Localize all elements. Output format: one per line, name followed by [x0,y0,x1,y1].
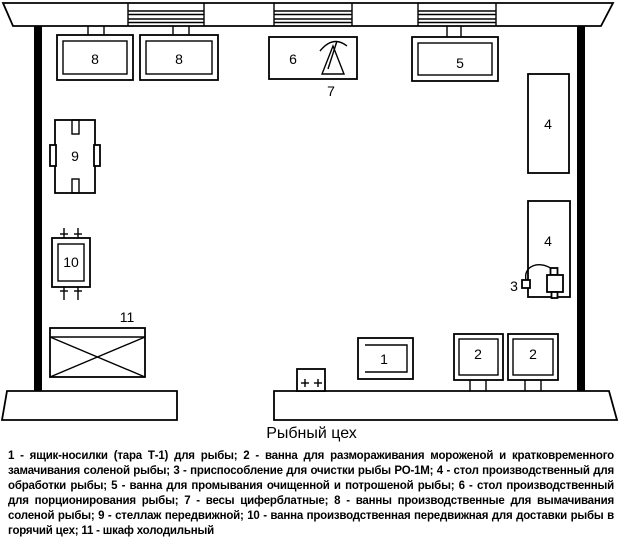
equipment-label: 3 [510,278,518,294]
legend: 1 - ящик-носилки (тара Т-1) для рыбы; 2 - ванна для размораживания мороженой и кратковременного замачивания соленой рыбы; 3 - приспособление для очистки рыбы РО-1М; 4 - стол производственный для обработки рыбы; 5 - ванна для промывания очищенной и потрошеной рыбы; 6 - стол производственный для порционирования рыбы; 7 - весы циферблатные; 8 - ванны производственные для вымачивания соленой рыбы; 9 - стеллаж передвижной; 10 - ванна производственная передвижная для доставки рыбы в горячий цех; 11 - шкаф холодильный [8,450,614,537]
bath-5 [412,26,498,81]
equipment-label: 2 [529,346,537,362]
bottom-left-wall [2,391,177,420]
equipment-label: 2 [474,346,482,362]
mobile-bath-10 [52,228,90,300]
equipment-label: 7 [327,83,335,99]
left-wall [34,26,42,391]
equipment-label: 6 [289,51,297,67]
sink-unit [297,369,325,391]
equipment-label: 8 [175,51,183,67]
stretcher-box-1 [358,338,413,379]
mobile-rack-9 [50,120,100,193]
bath-8-left [57,26,133,80]
equipment-label: 11 [119,309,135,325]
equipment-label: 8 [91,51,99,67]
top-wall [3,3,613,26]
equipment-label: 9 [71,148,79,164]
equipment-label: 5 [456,55,464,71]
right-wall [577,26,585,391]
table-6 [269,37,357,79]
refrigerator-11 [50,309,145,377]
bath-2-left [454,334,503,391]
equipment-label: 10 [63,254,79,270]
page-title: Рыбный цех [266,425,357,442]
bath-8-right [140,26,218,80]
bottom-right-wall [274,391,617,420]
bath-2-right [508,334,558,391]
table-4-upper [528,74,569,173]
equipment-label: 4 [544,116,552,132]
equipment-label: 4 [544,233,552,249]
equipment-label: 1 [380,351,388,367]
